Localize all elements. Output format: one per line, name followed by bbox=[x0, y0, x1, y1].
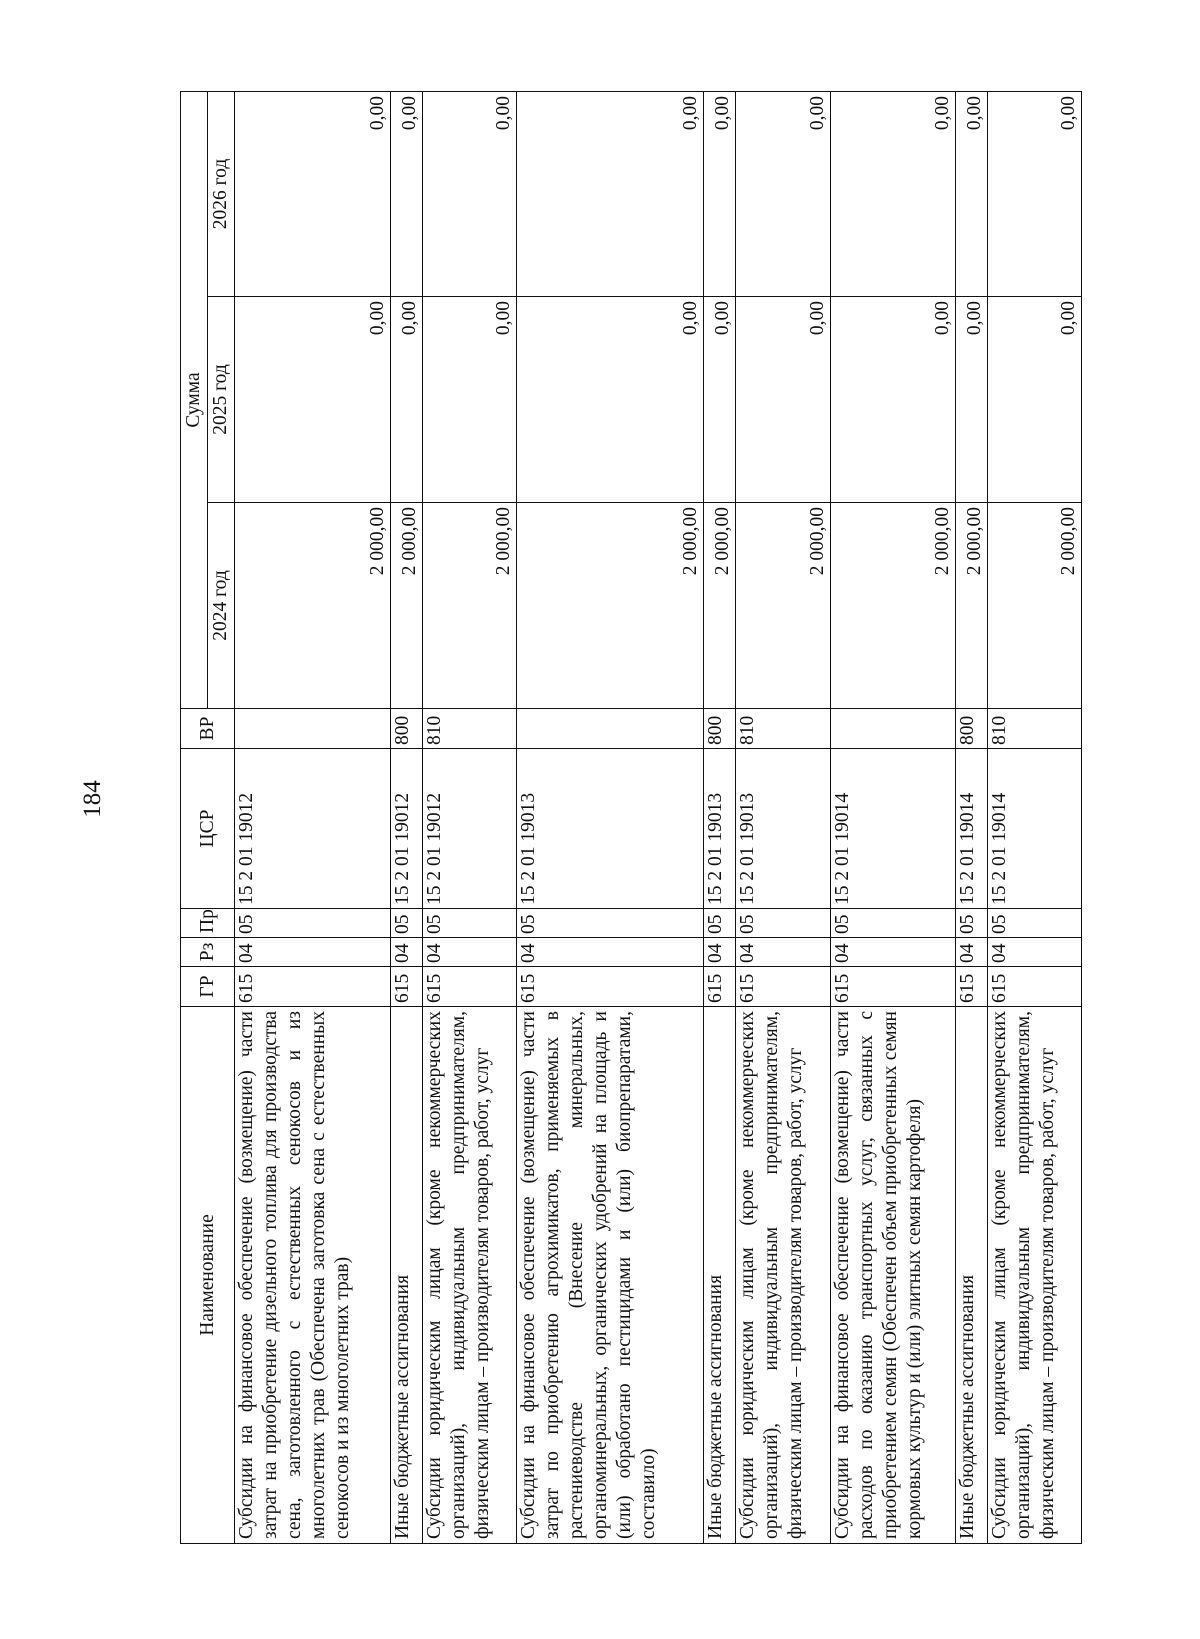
row-pr: 05 bbox=[830, 909, 955, 938]
row-vr bbox=[830, 709, 955, 749]
row-2024: 2 000,00 bbox=[987, 503, 1081, 709]
header-gr: ГР bbox=[181, 967, 235, 1007]
header-sum: Сумма bbox=[181, 92, 208, 709]
table-row bbox=[987, 92, 1081, 1544]
row-2025: 0,00 bbox=[987, 297, 1081, 503]
row-gr: 615 bbox=[390, 967, 422, 1007]
row-name: Иные бюджетные ассигнования bbox=[704, 1007, 736, 1544]
row-vr: 810 bbox=[736, 709, 830, 749]
row-csr: 15 2 01 19012 bbox=[235, 749, 391, 909]
row-2024: 2 000,00 bbox=[736, 503, 830, 709]
row-2026: 0,00 bbox=[736, 92, 830, 297]
row-rz: 04 bbox=[390, 938, 422, 967]
row-pr: 05 bbox=[423, 909, 517, 938]
row-csr: 15 2 01 19012 bbox=[423, 749, 517, 909]
row-2025: 0,00 bbox=[390, 297, 422, 503]
row-2024: 2 000,00 bbox=[704, 503, 736, 709]
row-vr: 800 bbox=[704, 709, 736, 749]
table-row bbox=[736, 92, 830, 1544]
row-vr: 810 bbox=[423, 709, 517, 749]
row-pr: 05 bbox=[704, 909, 736, 938]
row-vr: 800 bbox=[390, 709, 422, 749]
table-row bbox=[235, 92, 391, 1544]
row-rz: 04 bbox=[830, 938, 955, 967]
row-2025: 0,00 bbox=[423, 297, 517, 503]
page-number: 184 bbox=[79, 780, 106, 818]
row-2026: 0,00 bbox=[390, 92, 422, 297]
row-gr: 615 bbox=[517, 967, 704, 1007]
row-name: Субсидии на финансовое обеспечение (возмещение) части затрат на приобретение дизельного топлива для производства сена, заготовленного с естественных сенокосов и из многолетних трав (Обеспечена заготовка сена с естественных сенокосов и из многолетних трав) bbox=[235, 1007, 391, 1544]
row-name: Субсидии юридическим лицам (кроме некоммерческих организаций), индивидуальным предпринимателям, физическим лицам – производителям товаров, работ, услуг bbox=[736, 1007, 830, 1544]
row-gr: 615 bbox=[704, 967, 736, 1007]
row-2025: 0,00 bbox=[736, 297, 830, 503]
row-2025: 0,00 bbox=[517, 297, 704, 503]
header-vr: ВР bbox=[181, 709, 235, 749]
row-pr: 05 bbox=[517, 909, 704, 938]
row-pr: 05 bbox=[955, 909, 987, 938]
header-2026: 2026 год bbox=[208, 92, 235, 297]
row-2025: 0,00 bbox=[830, 297, 955, 503]
row-csr: 15 2 01 19013 bbox=[517, 749, 704, 909]
row-rz: 04 bbox=[704, 938, 736, 967]
header-pr: Пр bbox=[181, 909, 235, 938]
row-name: Иные бюджетные ассигнования bbox=[390, 1007, 422, 1544]
row-2026: 0,00 bbox=[830, 92, 955, 297]
row-gr: 615 bbox=[423, 967, 517, 1007]
row-2024: 2 000,00 bbox=[390, 503, 422, 709]
row-2026: 0,00 bbox=[704, 92, 736, 297]
row-2026: 0,00 bbox=[423, 92, 517, 297]
row-rz: 04 bbox=[423, 938, 517, 967]
row-name: Иные бюджетные ассигнования bbox=[955, 1007, 987, 1544]
row-gr: 615 bbox=[955, 967, 987, 1007]
row-csr: 15 2 01 19014 bbox=[830, 749, 955, 909]
row-pr: 05 bbox=[390, 909, 422, 938]
row-2024: 2 000,00 bbox=[830, 503, 955, 709]
table-row bbox=[390, 92, 422, 1544]
row-2026: 0,00 bbox=[955, 92, 987, 297]
row-rz: 04 bbox=[736, 938, 830, 967]
row-2024: 2 000,00 bbox=[423, 503, 517, 709]
row-2026: 0,00 bbox=[987, 92, 1081, 297]
header-2025: 2025 год bbox=[208, 297, 235, 503]
row-rz: 04 bbox=[235, 938, 391, 967]
row-csr: 15 2 01 19012 bbox=[390, 749, 422, 909]
row-2026: 0,00 bbox=[235, 92, 391, 297]
row-csr: 15 2 01 19014 bbox=[987, 749, 1081, 909]
table-row bbox=[955, 92, 987, 1544]
row-pr: 05 bbox=[235, 909, 391, 938]
row-rz: 04 bbox=[955, 938, 987, 967]
row-gr: 615 bbox=[736, 967, 830, 1007]
table-row bbox=[704, 92, 736, 1544]
header-name: Наименование bbox=[181, 1007, 235, 1544]
row-name: Субсидии на финансовое обеспечение (возмещение) части расходов по оказанию транспортных услуг, связанных с приобретением семян (Обеспечен объем приобретенных семян кормовых культур и (или) элитных семян картофеля) bbox=[830, 1007, 955, 1544]
header-rz: Рз bbox=[181, 938, 235, 967]
row-2026: 0,00 bbox=[517, 92, 704, 297]
row-2024: 2 000,00 bbox=[955, 503, 987, 709]
row-2025: 0,00 bbox=[955, 297, 987, 503]
row-gr: 615 bbox=[830, 967, 955, 1007]
row-vr bbox=[235, 709, 391, 749]
row-rz: 04 bbox=[987, 938, 1081, 967]
row-name: Субсидии юридическим лицам (кроме некоммерческих организаций), индивидуальным предпринимателям, физическим лицам – производителям товаров, работ, услуг bbox=[423, 1007, 517, 1544]
row-2025: 0,00 bbox=[704, 297, 736, 503]
row-vr: 810 bbox=[987, 709, 1081, 749]
row-name: Субсидии юридическим лицам (кроме некоммерческих организаций), индивидуальным предпринимателям, физическим лицам – производителям товаров, работ, услуг bbox=[987, 1007, 1081, 1544]
row-2024: 2 000,00 bbox=[235, 503, 391, 709]
row-name: Субсидии на финансовое обеспечение (возмещение) части затрат по приобретению агрохимикатов, применяемых в растениеводстве (Внесение минеральных, органоминеральных, органических удобрений на площадь и (или) обработано пестицидами и (или) биопрепаратами, составило) bbox=[517, 1007, 704, 1544]
row-gr: 615 bbox=[987, 967, 1081, 1007]
budget-table-frame bbox=[180, 92, 1082, 1544]
row-vr bbox=[517, 709, 704, 749]
row-csr: 15 2 01 19013 bbox=[736, 749, 830, 909]
table-row bbox=[830, 92, 955, 1544]
header-2024: 2024 год bbox=[208, 503, 235, 709]
row-pr: 05 bbox=[987, 909, 1081, 938]
row-csr: 15 2 01 19014 bbox=[955, 749, 987, 909]
row-vr: 800 bbox=[955, 709, 987, 749]
row-gr: 615 bbox=[235, 967, 391, 1007]
row-pr: 05 bbox=[736, 909, 830, 938]
row-2025: 0,00 bbox=[235, 297, 391, 503]
row-rz: 04 bbox=[517, 938, 704, 967]
row-2024: 2 000,00 bbox=[517, 503, 704, 709]
row-csr: 15 2 01 19013 bbox=[704, 749, 736, 909]
budget-table bbox=[180, 91, 1082, 1544]
table-row bbox=[517, 92, 704, 1544]
header-csr: ЦСР bbox=[181, 749, 235, 909]
table-row bbox=[423, 92, 517, 1544]
